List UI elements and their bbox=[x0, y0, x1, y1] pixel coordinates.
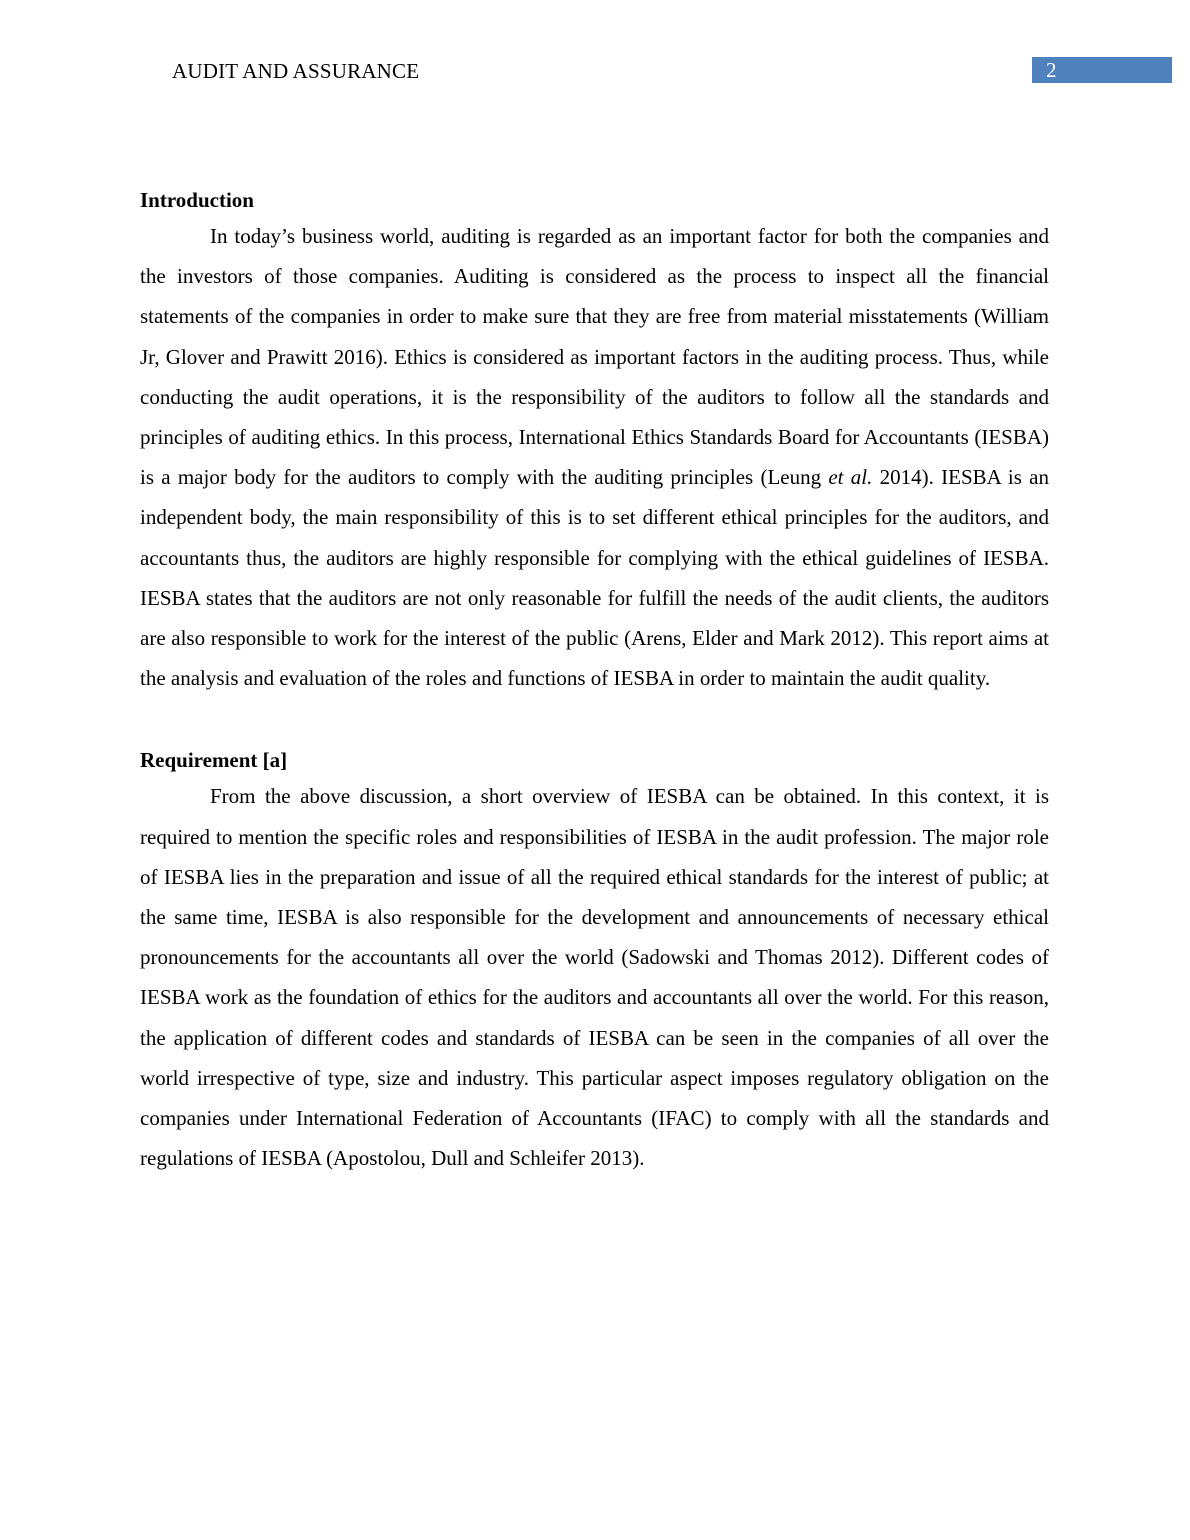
introduction-section bbox=[140, 184, 1049, 698]
requirement-a-heading: Requirement [a] bbox=[140, 748, 288, 773]
introduction-text-italic: et al. bbox=[828, 465, 873, 490]
requirement-a-section bbox=[140, 744, 1049, 1178]
document-body bbox=[140, 184, 1049, 1178]
section-spacer bbox=[140, 698, 1049, 744]
introduction-paragraph bbox=[140, 216, 1049, 698]
page-number: 2 bbox=[1046, 58, 1057, 82]
introduction-text-part1: In today’s business world, auditing is regarded as an important factor for both the companies and the investors of those companies. Auditing is considered as the process to inspect all the financial statements of the companies in order to make sure that they are free from material misstatements (William Jr, Glover and Prawitt 2016). Ethics is considered as important factors in the auditing process. Thus, while conducting the audit operations, it is the responsibility of the auditors to follow all the standards and principles of auditing ethics. In this process, International Ethics Standards Board for Accountants (IESBA) is a major body for the auditors to comply with the auditing principles (Leung bbox=[140, 224, 1049, 490]
introduction-text-part2: 2014). IESBA is an independent body, the main responsibility of this is to set different ethical principles for the auditors, and accountants thus, the auditors are highly responsible for complying with the ethical guidelines of IESBA. IESBA states that the auditors are not only reasonable for fulfill the needs of the audit clients, the auditors are also responsible to work for the interest of the public (Arens, Elder and Mark 2012). This report aims at the analysis and evaluation of the roles and functions of IESBA in order to maintain the audit quality. bbox=[140, 465, 1050, 691]
introduction-heading: Introduction bbox=[140, 188, 254, 212]
running-header-title: AUDIT AND ASSURANCE bbox=[172, 59, 420, 83]
requirement-a-paragraph: From the above discussion, a short overview of IESBA can be obtained. In this context, it is required to mention the specific roles and responsibilities of IESBA in the audit profession. The major role of IESBA lies in the preparation and issue of all the required ethical standards for the interest of public; at the same time, IESBA is also responsible for the development and announcements of necessary ethical pronouncements for the accountants all over the world (Sadowski and Thomas 2012). Different codes of IESBA work as the foundation of ethics for the auditors and accountants all over the world. For this reason, the application of different codes and standards of IESBA can be seen in the companies of all over the world irrespective of type, size and industry. This particular aspect imposes regulatory obligation on the companies under International Federation of Accountants (IFAC) to comply with all the standards and regulations of IESBA (Apostolou, Dull and Schleifer 2013). bbox=[140, 784, 1049, 1171]
page-number-badge bbox=[1032, 57, 1172, 83]
